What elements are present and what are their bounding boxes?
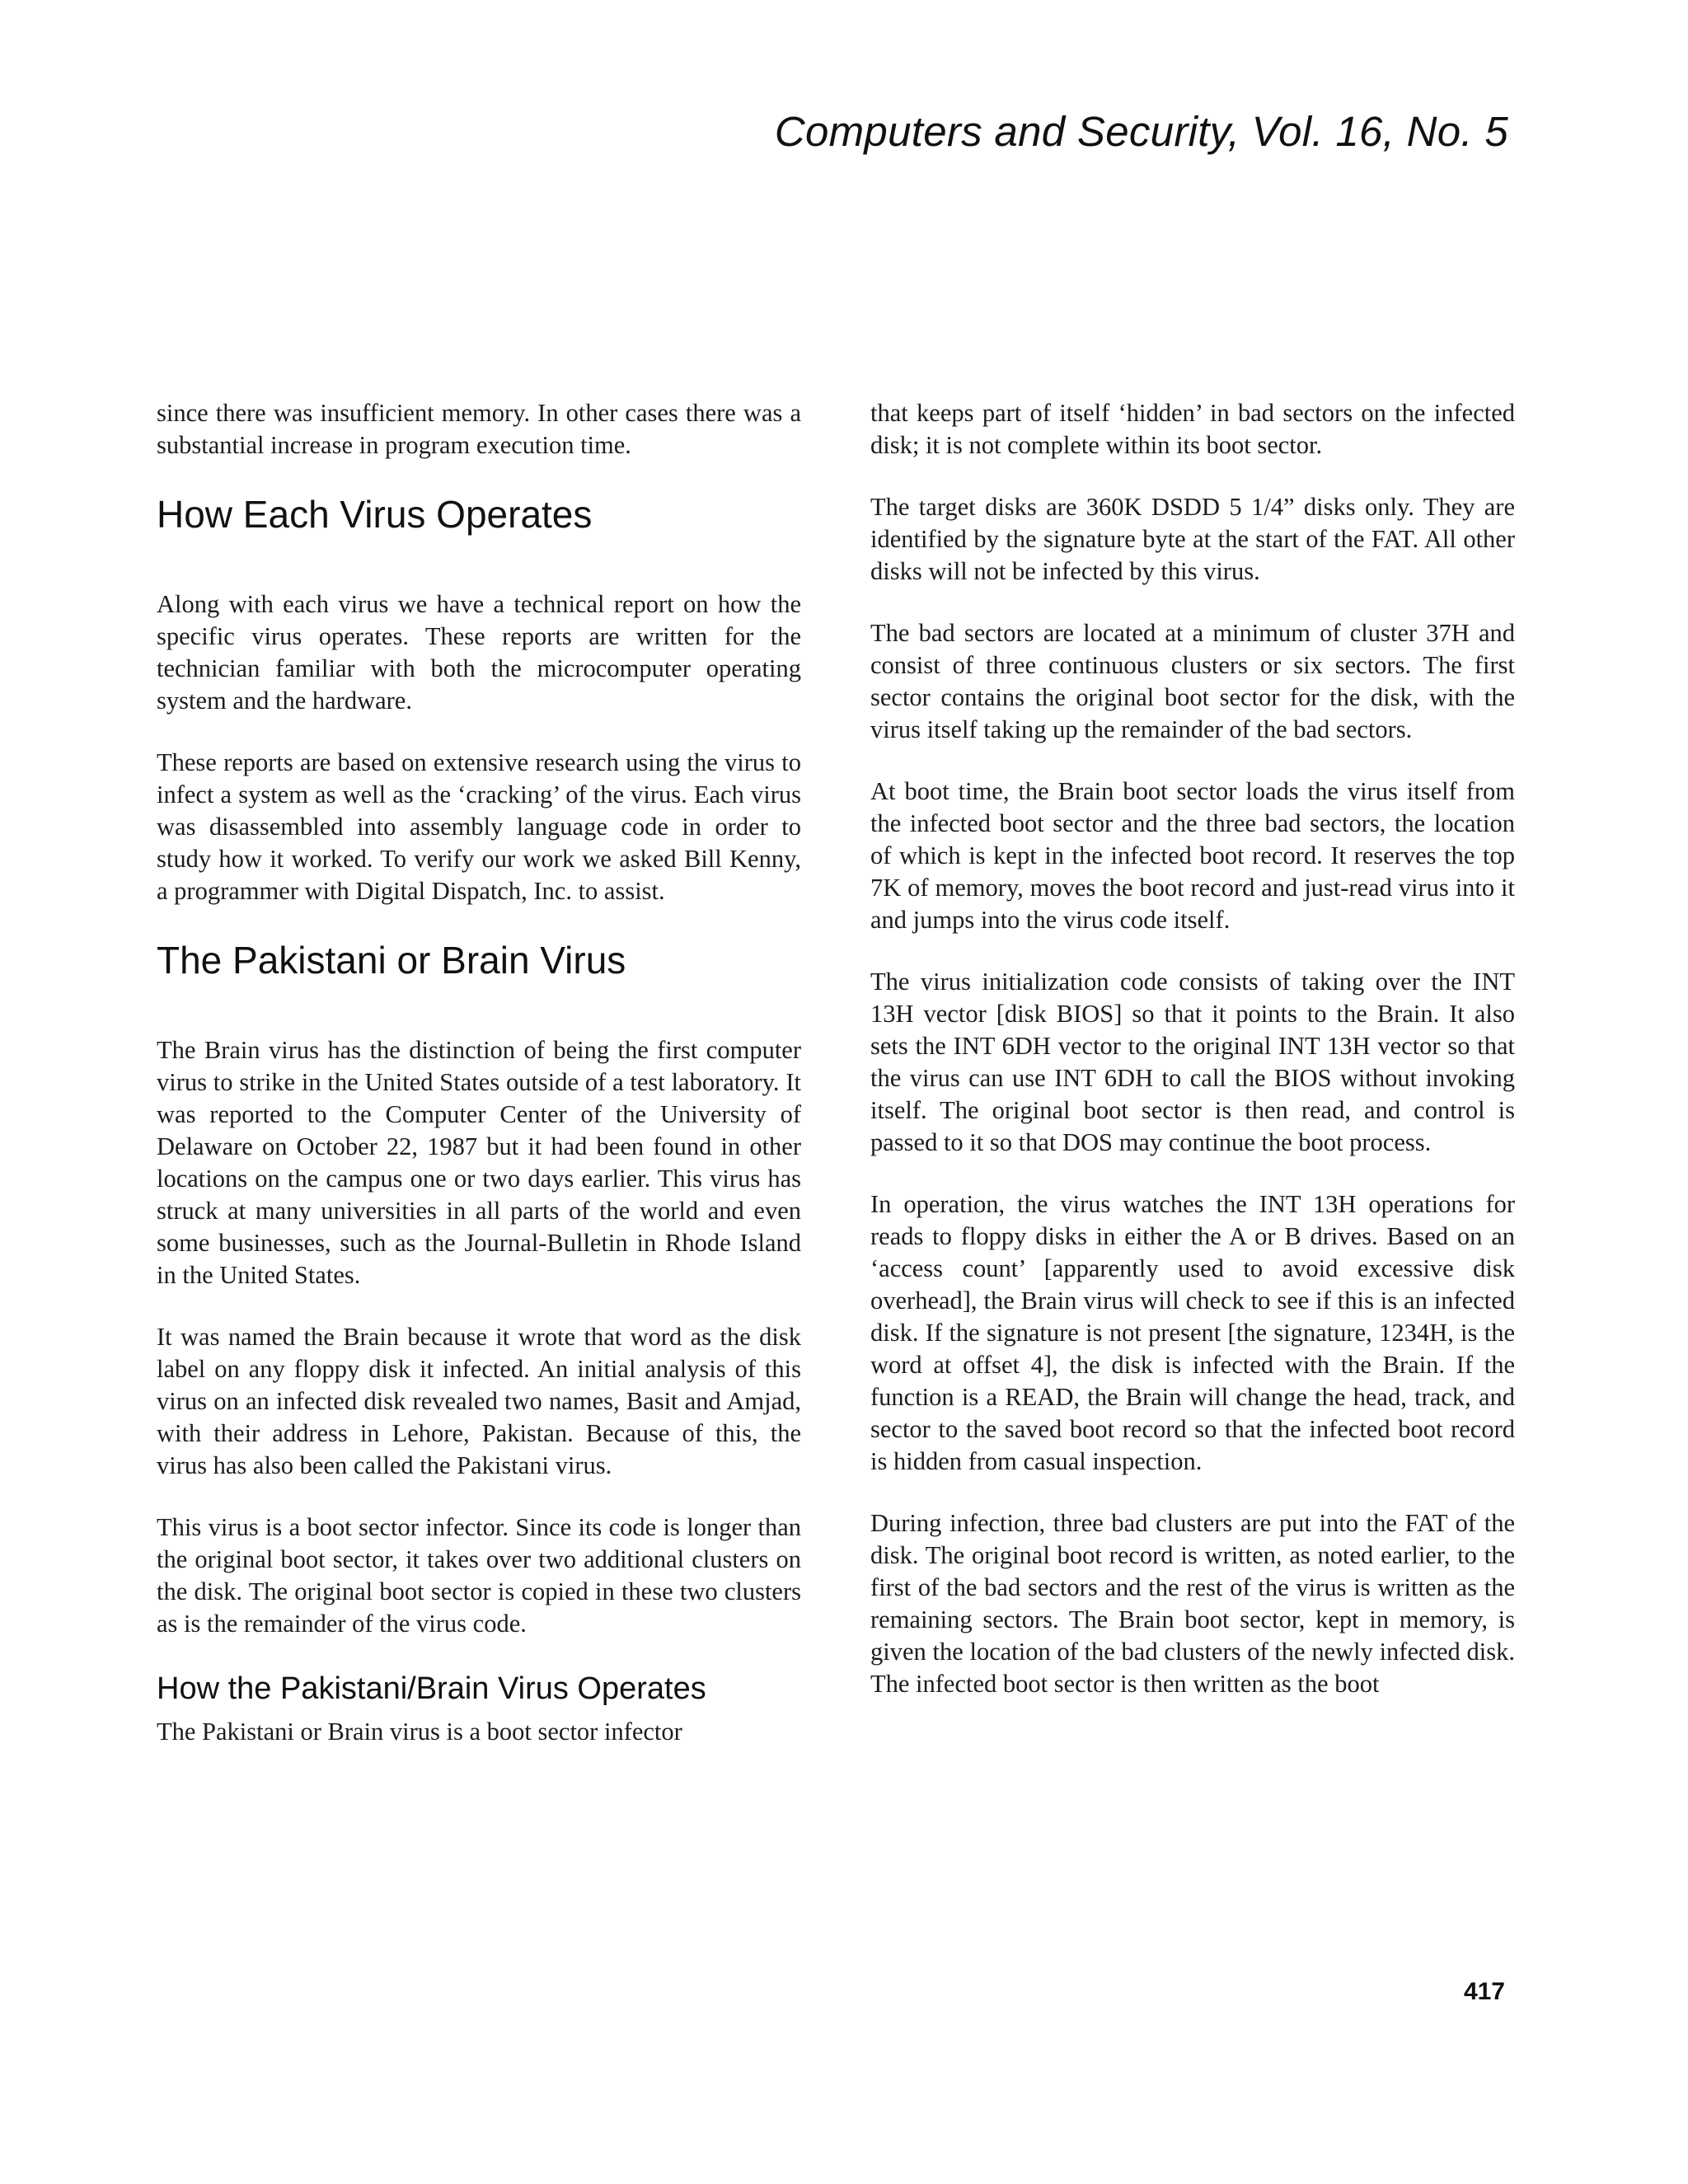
- paragraph: since there was insufficient memory. In other cases there was a substantial increase in program execution time.: [157, 399, 801, 459]
- paragraph: In operation, the virus watches the INT 13H operations for reads to floppy disks in either the A or B drives. Based on an ‘access count’ [apparently used to avoid excessive disk overhead], the Brain virus will check to see if this is an infected disk. If the signature is not present [the signature, 1234H, is the word at offset 4], the disk is infected with the Brain. If the function is a READ, the Brain will change the head, track, and sector to the saved boot record so that the infected boot record is hidden from casual inspection.: [870, 1190, 1515, 1475]
- section-heading-virus-operates: How Each Virus Operates: [157, 493, 593, 536]
- paragraph: Along with each virus we have a technical report on how the specific virus operates. These reports are written for the technician familiar with both the microcomputer operating system and the hardware.: [157, 590, 801, 715]
- left-column: [157, 397, 801, 1778]
- paragraph: The Pakistani or Brain virus is a boot sector infector: [157, 1718, 682, 1746]
- paragraph: During infection, three bad clusters are put into the FAT of the disk. The original boot record is written, as noted earlier, to the first of the bad sectors and the rest of the virus is written as the remaining sectors. The Brain boot sector, kept in memory, is given the location of the bad clusters of the newly infected disk. The infected boot sector is then written as the boot: [870, 1509, 1515, 1698]
- paragraph: The virus initialization code consists of taking over the INT 13H vector [disk BIOS] so that it points to the Brain. It also sets the INT 6DH vector to the original INT 13H vector so that the virus can use INT 6DH to call the BIOS without invoking itself. The original boot sector is then read, and control is passed to it so that DOS may continue the boot process.: [870, 968, 1515, 1156]
- paragraph: It was named the Brain because it wrote that word as the disk label on any floppy disk it infected. An initial analysis of this virus on an infected disk revealed two names, Basit and Amjad, with their address in Lehore, Pakistan. Because of this, the virus has also been called the Pakistani virus.: [157, 1323, 801, 1479]
- journal-title: Computers and Security, Vol. 16, No. 5: [774, 108, 1508, 155]
- paragraph: that keeps part of itself ‘hidden’ in bad sectors on the infected disk; it is not complete within its boot sector.: [870, 399, 1515, 459]
- paragraph: At boot time, the Brain boot sector loads the virus itself from the infected boot sector and the three bad sectors, the location of which is kept in the infected boot record. It reserves the top 7K of memory, moves the boot record and just-read virus into it and jumps into the virus code itself.: [870, 777, 1515, 934]
- paragraph: This virus is a boot sector infector. Since its code is longer than the original boot sector, it takes over two additional clusters on the disk. The original boot sector is copied in these two clusters as is the remainder of the virus code.: [157, 1513, 801, 1638]
- paragraph: The target disks are 360K DSDD 5 1/4” disks only. They are identified by the signature byte at the start of the FAT. All other disks will not be infected by this virus.: [870, 493, 1515, 585]
- right-column: [870, 397, 1515, 1730]
- subsection-heading-brain-operates: How the Pakistani/Brain Virus Operates: [157, 1671, 706, 1706]
- page-number: 417: [1463, 1978, 1505, 2005]
- paragraph: The bad sectors are located at a minimum of cluster 37H and consist of three continuous clusters or six sectors. The first sector contains the original boot sector for the disk, with the virus itself taking up the remainder of the bad sectors.: [870, 619, 1515, 743]
- section-heading-brain-virus: The Pakistani or Brain Virus: [157, 939, 626, 982]
- paragraph: The Brain virus has the distinction of being the first computer virus to strike in the United States outside of a test laboratory. It was reported to the Computer Center of the University of Delaware on October 22, 1987 but it had been found in other locations on the campus one or two days earlier. This virus has struck at many universities in all parts of the world and even some businesses, such as the Journal-Bulletin in Rhode Island in the United States.: [157, 1036, 801, 1289]
- paragraph: These reports are based on extensive research using the virus to infect a system as well as the ‘cracking’ of the virus. Each virus was disassembled into assembly language code in order to study how it worked. To verify our work we asked Bill Kenny, a programmer with Digital Dispatch, Inc. to assist.: [157, 748, 801, 905]
